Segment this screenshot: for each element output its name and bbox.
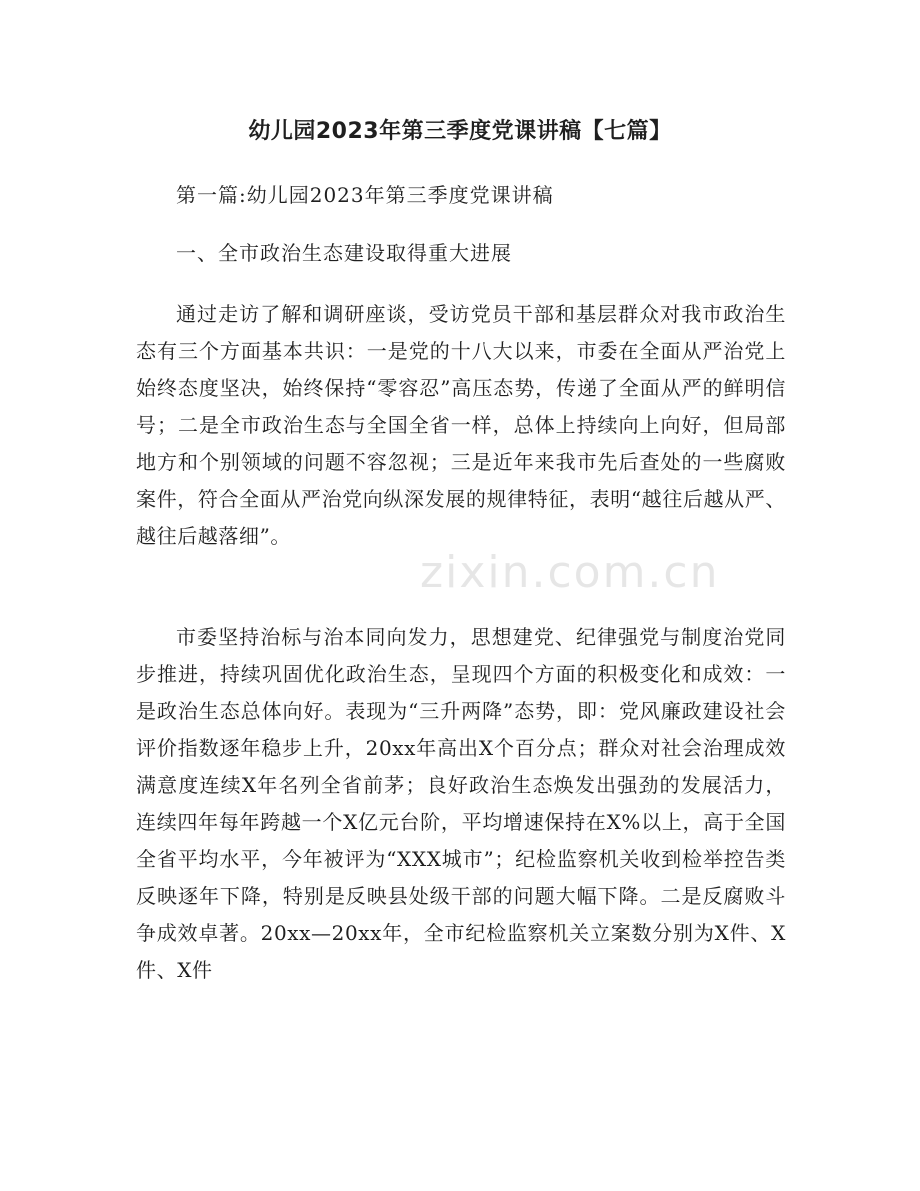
section-heading: 一、全市政治生态建设取得重大进展 [176, 241, 512, 265]
paragraph-1: 通过走访了解和调研座谈，受访党员干部和基层群众对我市政治生态有三个方面基本共识：一是党的十八大以来，市委在全面从严治党上始终态度坚决，始终保持“零容忍”高压态势，传递了全面从严的鲜明信号；二是全市政治生态与全国全省一样，总体上持续向上向好，但局部地方和个别领域的问题不容忽视；三是近年来我市先后查处的一些腐败案件，符合全面从严治党向纵深发展的规律特征，表明“越往后越从严、越往后越落细”。 [136, 302, 786, 548]
chapter-subtitle: 第一篇:幼儿园2023年第三季度党课讲稿 [176, 183, 554, 207]
document-title: 幼儿园2023年第三季度党课讲稿【七篇】 [248, 119, 672, 144]
paragraph-2: 市委坚持治标与治本同向发力，思想建党、纪律强党与制度治党同步推进，持续巩固优化政治生态，呈现四个方面的积极变化和成效：一是政治生态总体向好。表现为“三升两降”态势，即：党风廉政建设社会评价指数逐年稳步上升，20xx年高出X个百分点；群众对社会治理成效满意度连续X年名列全省前茅；良好政治生态焕发出强劲的发展活力，连续四年每年跨越一个X亿元台阶，平均增速保持在X%以上，高于全国全省平均水平，今年被评为“XXX城市”；纪检监察机关收到检举控告类反映逐年下降，特别是反映县处级干部的问题大幅下降。二是反腐败斗争成效卓著。20xx—20xx年，全市纪检监察机关立案数分别为X件、X件、X件 [136, 625, 786, 982]
watermark: zixin.com.cn [420, 547, 720, 598]
